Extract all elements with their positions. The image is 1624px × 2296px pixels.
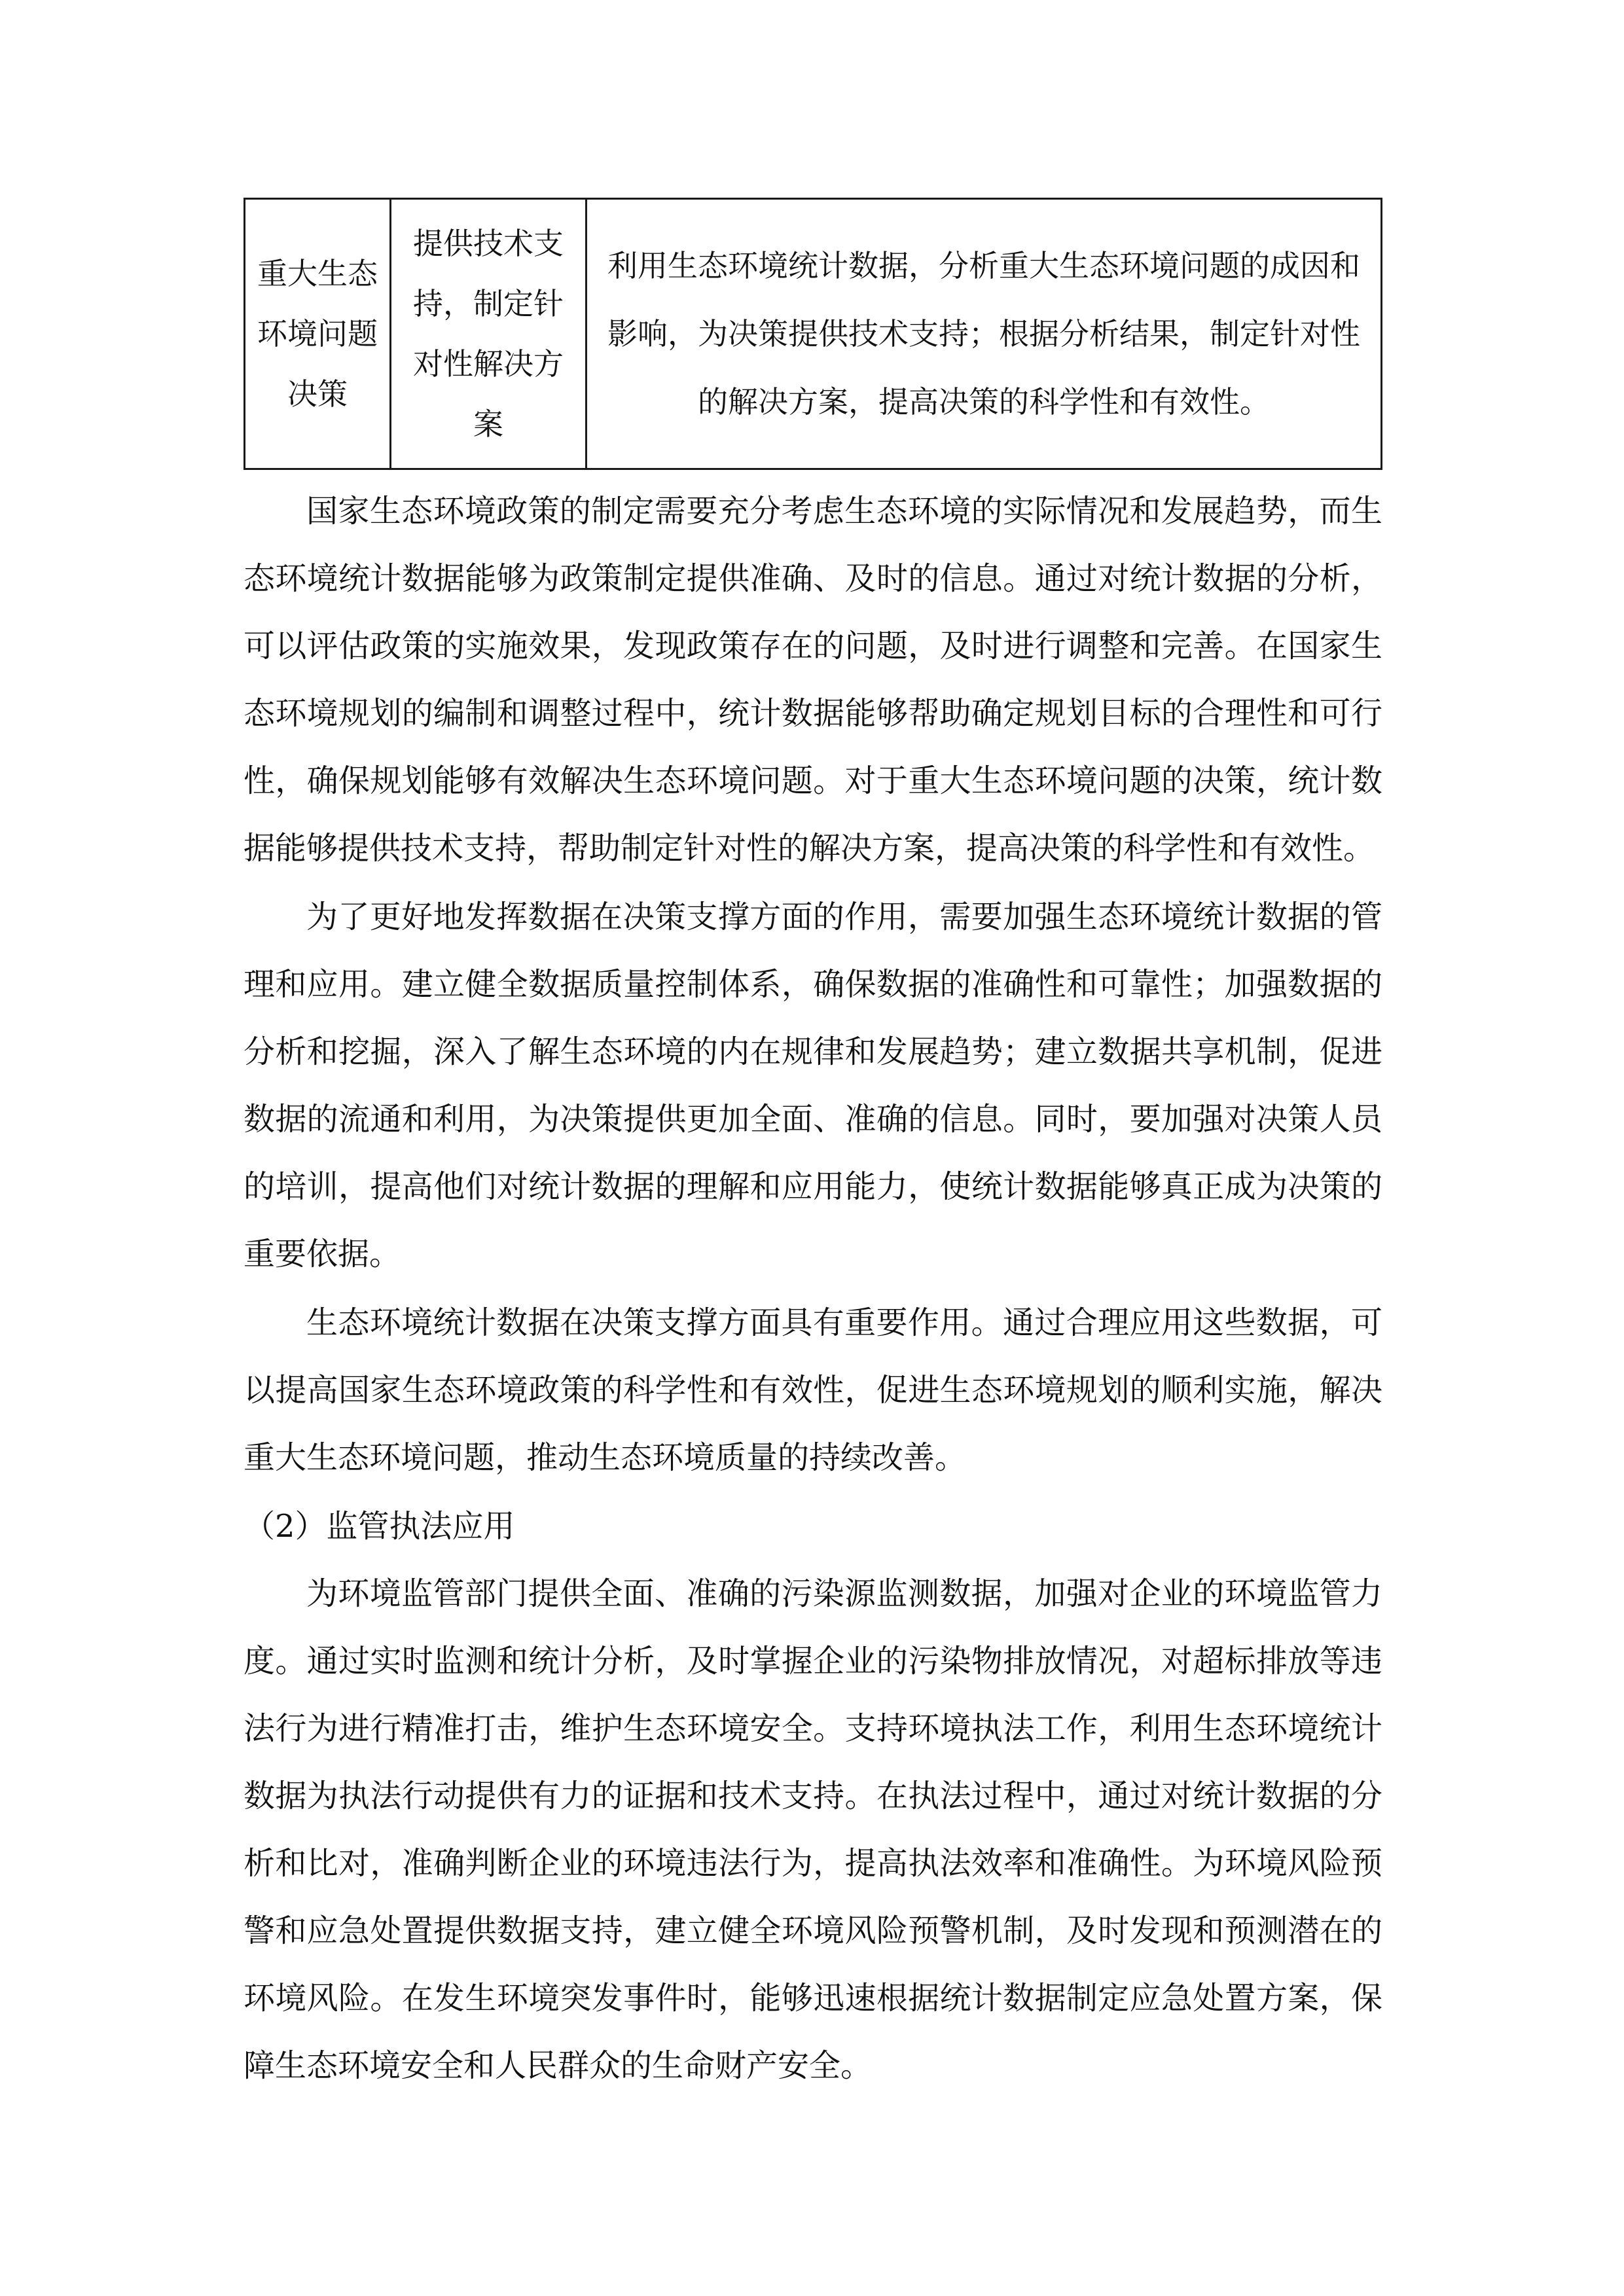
paragraph-enforcement: 为环境监管部门提供全面、准确的污染源监测数据，加强对企业的环境监管力度。通过实时监测和统计分析，及时掌握企业的污染物排放情况，对超标排放等违法行为进行精准打击，维护生态环境安全。支持环境执法工作，利用生态环境统计数据为执法行动提供有力的证据和技术支持。在执法过程中，通过对统计数据的分析和比对，准确判断企业的环境违法行为，提高执法效率和准确性。为环境风险预警和应急处置提供数据支持，建立健全环境风险预警机制，及时发现和预测潜在的环境风险。在发生环境突发事件时，能够迅速根据统计数据制定应急处置方案，保障生态环境安全和人民群众的生命财产安全。 [244,1575,1382,2084]
paragraph-policy-making: 国家生态环境政策的制定需要充分考虑生态环境的实际情况和发展趋势，而生态环境统计数据能够为政策制定提供准确、及时的信息。通过对统计数据的分析，可以评估政策的实施效果，发现政策存在的问题，及时进行调整和完善。在国家生态环境规划的编制和调整过程中，统计数据能够帮助确定规划目标的合理性和可行性，确保规划能够有效解决生态环境问题。对于重大生态环境问题的决策，统计数据能够提供技术支持，帮助制定针对性的解决方案，提高决策的科学性和有效性。 [244,493,1382,867]
body-text [244,478,1382,2100]
table-row [245,199,1382,469]
table-cell-role: 提供技术支持，制定针对性解决方案 [391,199,586,469]
document-page [244,198,1382,2100]
paragraph-conclusion: 生态环境统计数据在决策支撑方面具有重要作用。通过合理应用这些数据，可以提高国家生态环境政策的科学性和有效性，促进生态环境规划的顺利实施，解决重大生态环境问题，推动生态环境质量的持续改善。 [244,1304,1382,1476]
paragraph-data-management: 为了更好地发挥数据在决策支撑方面的作用，需要加强生态环境统计数据的管理和应用。建立健全数据质量控制体系，确保数据的准确性和可靠性；加强数据的分析和挖掘，深入了解生态环境的内在规律和发展趋势；建立数据共享机制，促进数据的流通和利用，为决策提供更加全面、准确的信息。同时，要加强对决策人员的培训，提高他们对统计数据的理解和应用能力，使统计数据能够真正成为决策的重要依据。 [244,899,1382,1272]
table-cell-description: 利用生态环境统计数据，分析重大生态环境问题的成因和影响，为决策提供技术支持；根据分析结果，制定针对性的解决方案，提高决策的科学性和有效性。 [586,199,1382,469]
section-heading: （2）监管执法应用 [244,1508,515,1545]
decision-support-table [244,198,1382,470]
table-cell-category: 重大生态环境问题决策 [245,199,391,469]
